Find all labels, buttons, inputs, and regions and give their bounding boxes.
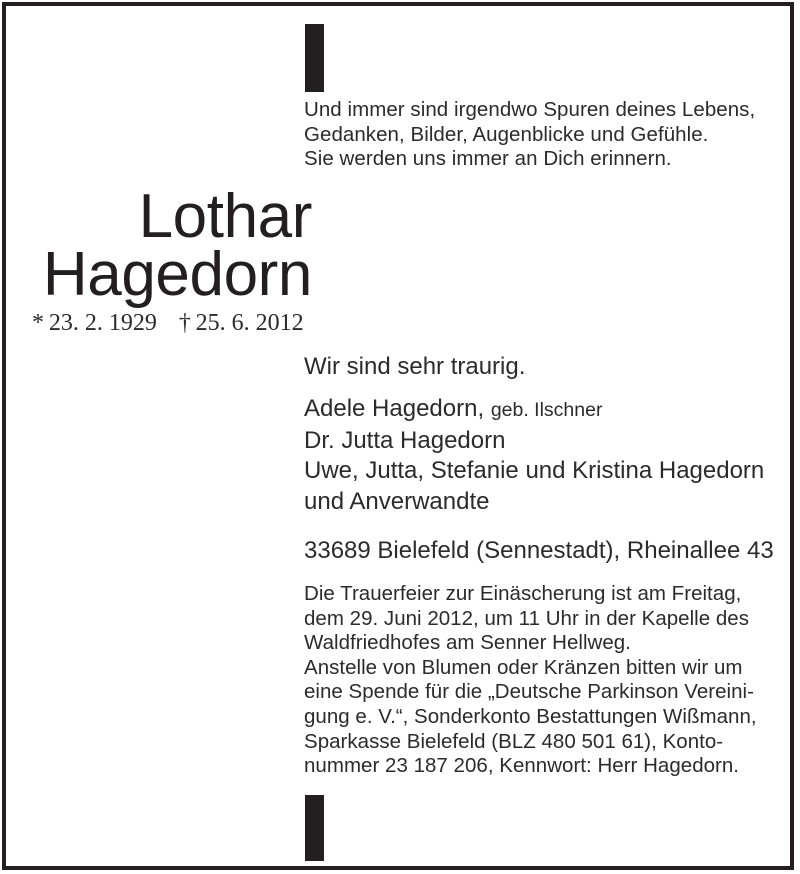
birth-date: 23. 2. 1929	[48, 310, 157, 336]
list-item: und Anverwandte	[304, 487, 490, 515]
list-item: Uwe, Jutta, Stefanie und Kristina Hagedorn	[304, 457, 765, 484]
mourning-bar-bottom-icon	[305, 795, 324, 861]
service-line: Die Trauerfeier zur Einäscherung ist am Freitag,	[304, 582, 742, 605]
service-line: Waldfriedhofes am Senner Hellweg.	[304, 631, 631, 655]
mourners-list	[304, 394, 790, 517]
mourning-bar-top-icon	[305, 24, 324, 92]
obituary-notice	[2, 2, 794, 870]
mourner-name: Adele Hagedorn,	[304, 395, 485, 422]
verse-line: Sie werden uns immer an Dich erinnern.	[304, 147, 672, 170]
verse-line: Und immer sind irgendwo Spuren deines Lebens,	[304, 98, 756, 121]
birth-star-icon: *	[32, 310, 44, 336]
service-line: dem 29. Juni 2012, um 11 Uhr in der Kapelle des	[304, 606, 749, 630]
service-line: nummer 23 187 206, Kennwort: Herr Hagedorn.	[304, 754, 740, 778]
mourners-address: 33689 Bielefeld (Sennestadt), Rheinallee 43	[304, 537, 774, 564]
list-item	[304, 394, 790, 426]
funeral-service-details	[304, 582, 790, 779]
life-dates	[32, 310, 304, 336]
memorial-verse	[304, 98, 790, 172]
death-date: 25. 6. 2012	[195, 310, 304, 336]
deceased-given-name: Lothar	[138, 182, 312, 251]
deceased-name	[6, 182, 312, 309]
verse-line: Gedanken, Bilder, Augenblicke und Gefühle.	[304, 122, 709, 146]
mourner-maiden-name: geb. Ilschner	[490, 399, 603, 421]
service-line: Anstelle von Blumen oder Kränzen bitten wir um	[304, 655, 743, 679]
death-cross-icon: †	[178, 310, 191, 336]
list-item: Dr. Jutta Hagedorn	[304, 426, 506, 454]
mourning-statement: Wir sind sehr traurig.	[304, 353, 526, 380]
service-line: Sparkasse Bielefeld (BLZ 480 501 61), Konto-	[304, 729, 724, 753]
deceased-family-name: Hagedorn	[42, 240, 312, 309]
service-line: gung e. V.“, Sonderkonto Bestattungen Wißmann,	[304, 704, 757, 728]
service-line: eine Spende für die „Deutsche Parkinson Vereini-	[304, 680, 754, 704]
